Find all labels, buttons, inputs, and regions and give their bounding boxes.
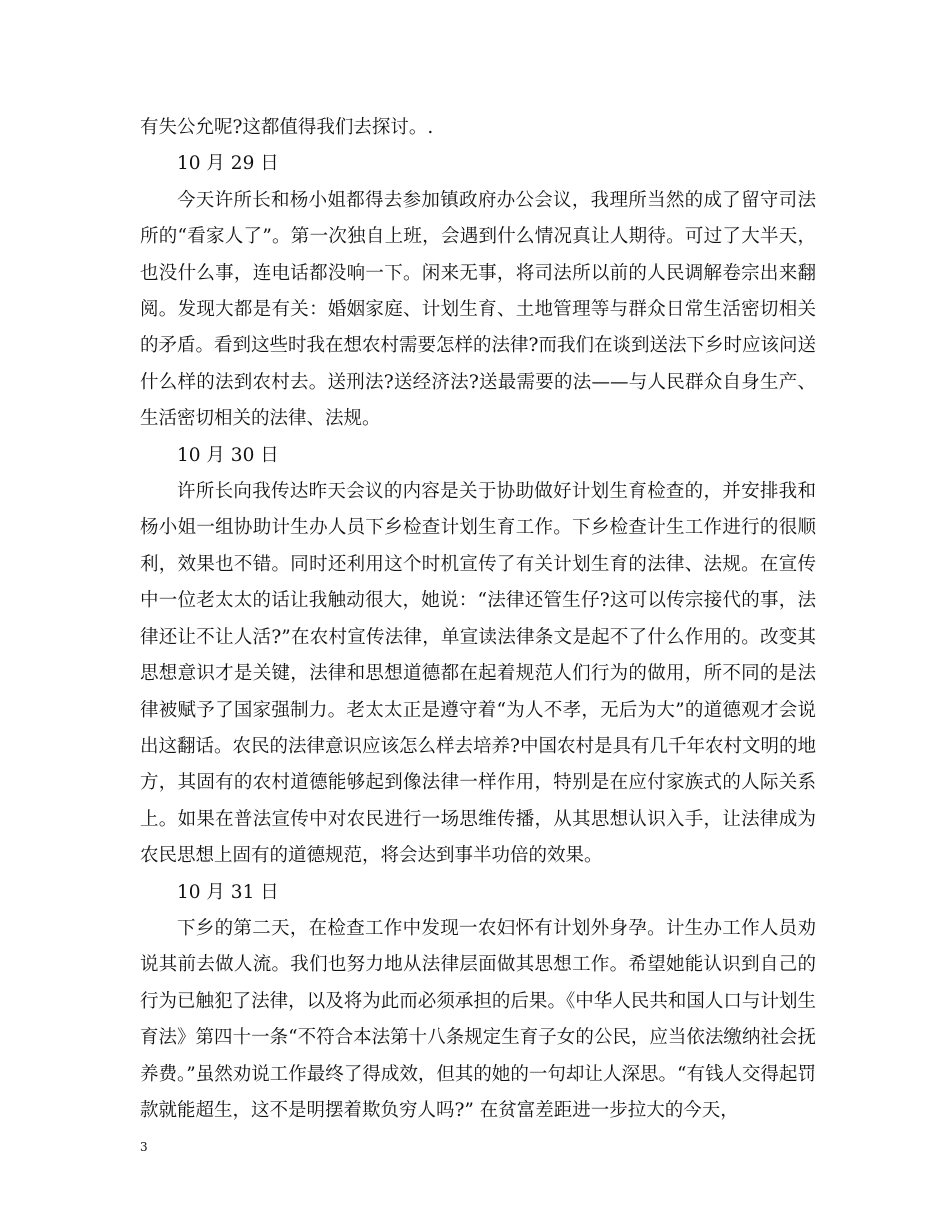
paragraph-continuation: 有失公允呢?这都值得我们去探讨。. [140, 117, 434, 138]
diary-entry-oct-30: 许所长向我传达昨天会议的内容是关于协助做好计划生育检查的，并安排我和杨小姐一组协助计生办人员下乡检查计划生育工作。下乡检查计生工作进行的很顺利，效果也不错。同时还利用这个时机宣传了有关计划生育的法律、法规。在宣传中一位老太太的话让我触动很大，她说：“法律还管生仔?这可以传宗接代的事，法律还让不让人活?”在农村宣传法律，单宣读法律条文是起不了什么作用的。改变其思想意识才是关键，法律和思想道德都在起着规范人们行为的做用，所不同的是法律被赋予了国家强制力。老太太正是遵守着“为人不孝，无后为大”的道德观才会说出这翻话。农民的法律意识应该怎么样去培养?中国农村是具有几千年农村文明的地方，其固有的农村道德能够起到像法律一样作用，特别是在应付家族式的人际关系上。如果在普法宣传中对农民进行一场思维传播，从其思想认识入手，让法律成为农民思想上固有的道德规范，将会达到事半功倍的效果。 [140, 481, 816, 867]
page-number: 3 [140, 1140, 148, 1154]
diary-entry-oct-29: 今天许所长和杨小姐都得去参加镇政府办公会议，我理所当然的成了留守司法所的“看家人了”。第一次独自上班，会遇到什么情况真让人期待。可过了大半天，也没什么事，连电话都没响一下。闲来无事，将司法所以前的人民调解卷宗出来翻阅。发现大都是有关：婚姻家庭、计划生育、土地管理等与群众日常生活密切相关的矛盾。看到这些时我在想农村需要怎样的法律?而我们在谈到送法下乡时应该问送什么样的法到农村去。送刑法?送经济法?送最需要的法——与人民群众自身生产、生活密切相关的法律、法规。 [140, 189, 816, 430]
diary-date-oct-29: 10 月 29 日 [177, 153, 279, 175]
diary-date-oct-30: 10 月 30 日 [177, 444, 279, 466]
document-body [140, 110, 816, 1129]
diary-entry-oct-31: 下乡的第二天，在检查工作中发现一农妇怀有计划外身孕。计生办工作人员劝说其前去做人流。我们也努力地从法律层面做其思想工作。希望她能认识到自己的行为已触犯了法律，以及将为此而必须承担的后果。《中华人民共和国人口与计划生育法》第四十一条“不符合本法第十八条规定生育子女的公民，应当依法缴纳社会抚养费。”虽然劝说工作最终了得成效，但其的她的一句却让人深思。“有钱人交得起罚款就能超生，这不是明摆着欺负穷人吗?” 在贫富差距进一步拉大的今天， [140, 917, 816, 1121]
diary-date-oct-31: 10 月 31 日 [177, 881, 279, 903]
